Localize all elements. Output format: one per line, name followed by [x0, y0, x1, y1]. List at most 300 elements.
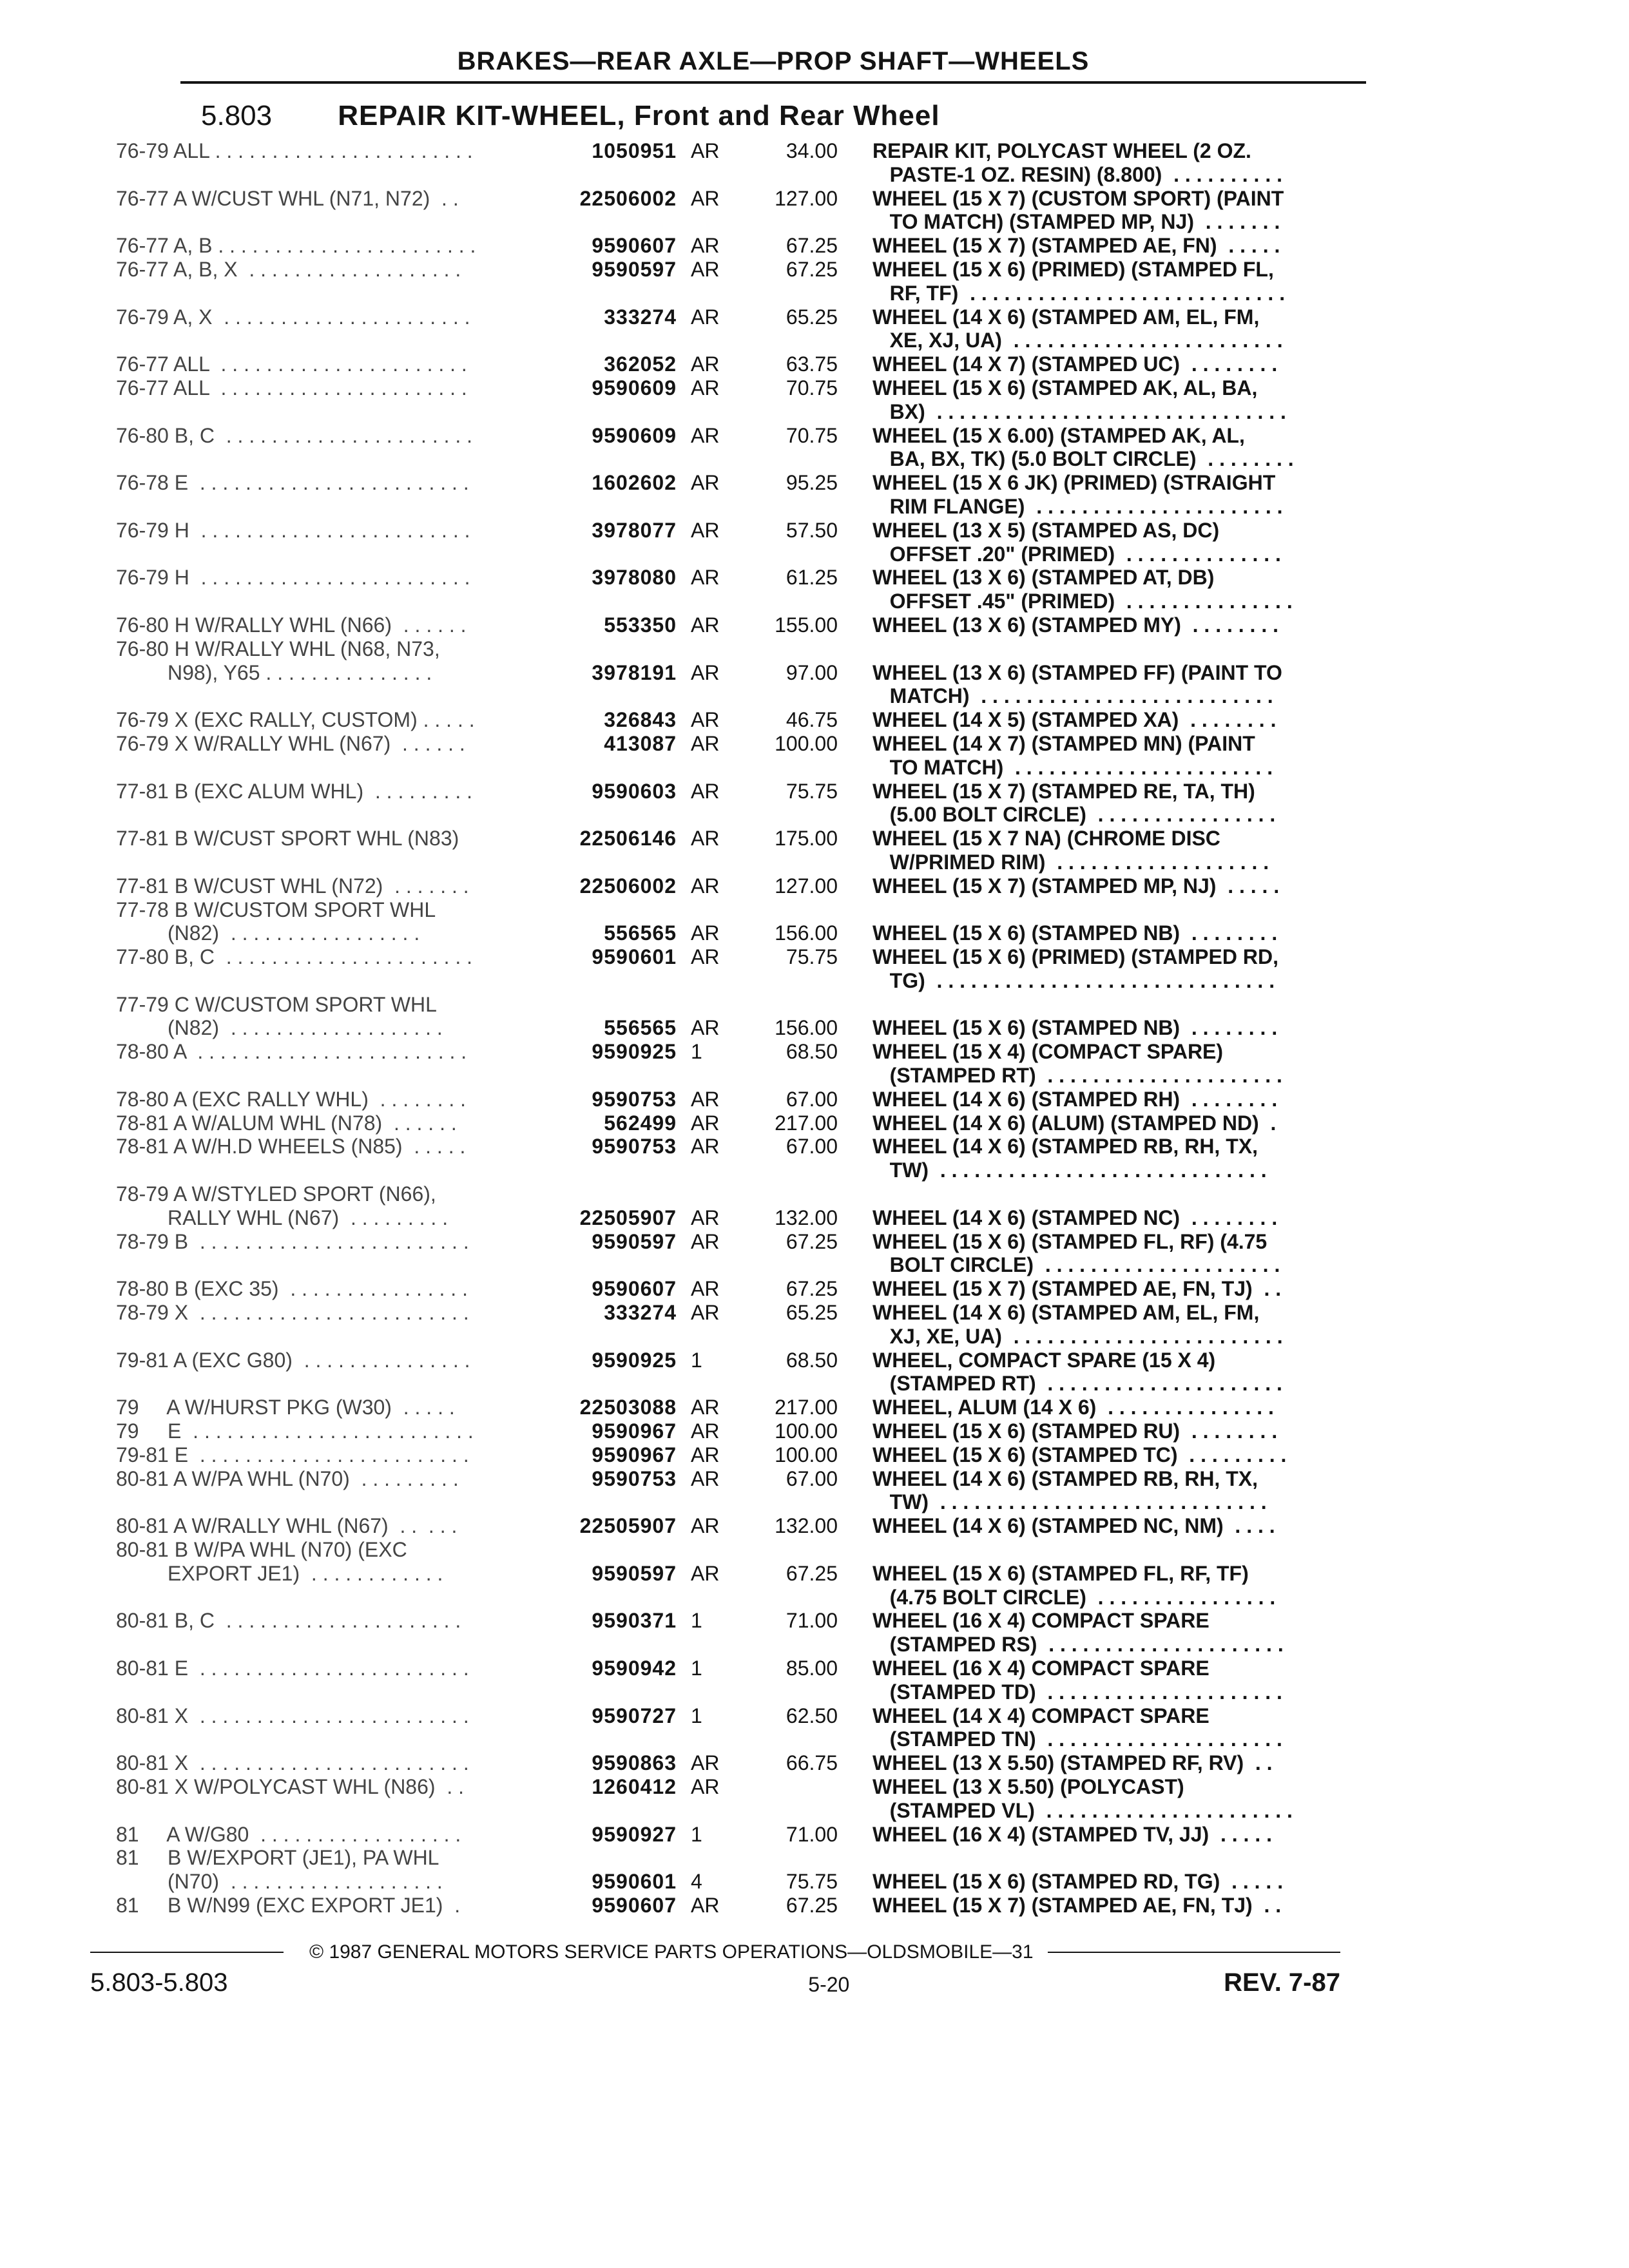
- quantity-cell: AR: [691, 1466, 720, 1490]
- price-cell: 75.75: [786, 1870, 838, 1894]
- price-cell: 46.75: [786, 708, 838, 732]
- part-number-cell: [541, 1846, 677, 1870]
- part-number-cell: 9590601: [592, 945, 677, 969]
- price-cell: [741, 1727, 838, 1751]
- description-cell: WHEEL (15 X 7 NA) (CHROME DISC: [872, 827, 1220, 850]
- quantity-cell: AR: [691, 257, 720, 281]
- table-row: [116, 1775, 1366, 1799]
- quantity-cell: [677, 447, 741, 471]
- table-row: [116, 352, 1366, 376]
- price-cell: 67.25: [786, 1277, 838, 1301]
- description-cell: WHEEL (14 X 5) (STAMPED XA) . . . . . . . .: [872, 708, 1277, 732]
- table-row: [116, 969, 1366, 993]
- part-number-cell: 3978080: [592, 566, 677, 590]
- usage-cell: 76-79 H . . . . . . . . . . . . . . . . . . . . . . . .: [116, 566, 470, 590]
- part-number-cell: [541, 1633, 677, 1657]
- quantity-cell: [677, 543, 741, 566]
- table-row: [116, 708, 1366, 732]
- quantity-cell: [677, 495, 741, 519]
- table-row: [116, 1206, 1366, 1230]
- price-cell: [741, 993, 838, 1017]
- quantity-cell: AR: [691, 234, 720, 258]
- description-cell: WHEEL (15 X 6) (STAMPED AK, AL, BA,: [872, 376, 1258, 399]
- part-number-cell: [541, 400, 677, 424]
- quantity-cell: AR: [691, 613, 720, 637]
- usage-cell: [116, 969, 541, 993]
- quantity-cell: AR: [691, 731, 720, 755]
- price-cell: [741, 400, 838, 424]
- usage-cell: 76-80 H W/RALLY WHL (N66) . . . . . .: [116, 613, 467, 637]
- table-row: [116, 1040, 1366, 1064]
- table-row: [116, 1396, 1366, 1419]
- description-cell: [838, 1538, 1358, 1562]
- usage-cell: 80-81 B, C . . . . . . . . . . . . . . . . . . . . .: [116, 1609, 461, 1633]
- price-cell: 34.00: [786, 139, 838, 162]
- description-cell: (STAMPED TN) . . . . . . . . . . . . . . . . . . . . .: [872, 1727, 1282, 1751]
- description-cell: WHEEL (15 X 7) (STAMPED AE, FN, TJ) . .: [872, 1277, 1282, 1301]
- usage-cell: [116, 756, 541, 780]
- usage-cell: [116, 210, 541, 234]
- table-row: [116, 1419, 1366, 1443]
- usage-cell: 80-81 E . . . . . . . . . . . . . . . . . . . . . . . .: [116, 1657, 469, 1680]
- table-row: [116, 1609, 1366, 1633]
- table-row: [116, 1158, 1366, 1182]
- table-row: [116, 187, 1366, 211]
- price-cell: 66.75: [786, 1751, 838, 1775]
- usage-cell: 78-81 A W/ALUM WHL (N78) . . . . . .: [116, 1111, 457, 1135]
- quantity-cell: AR: [691, 1111, 720, 1135]
- table-row: [116, 1586, 1366, 1610]
- description-cell: WHEEL (14 X 6) (STAMPED NC) . . . . . . . .: [872, 1206, 1278, 1229]
- part-number-cell: 9590863: [592, 1751, 677, 1775]
- usage-cell: 77-78 B W/CUSTOM SPORT WHL: [116, 898, 436, 921]
- table-row: [116, 1751, 1366, 1775]
- usage-cell: 78-80 B (EXC 35) . . . . . . . . . . . . . . . .: [116, 1277, 468, 1301]
- description-cell: WHEEL (15 X 6) (STAMPED RD, TG) . . . . .: [872, 1870, 1284, 1894]
- price-cell: 70.75: [786, 376, 838, 399]
- quantity-cell: AR: [691, 827, 720, 850]
- price-cell: 67.25: [786, 234, 838, 258]
- description-cell: WHEEL (15 X 6.00) (STAMPED AK, AL,: [872, 423, 1245, 447]
- price-cell: 95.25: [786, 471, 838, 495]
- table-row: [116, 566, 1366, 590]
- quantity-cell: [677, 400, 741, 424]
- table-row: [116, 495, 1366, 519]
- part-number-cell: [541, 1727, 677, 1751]
- price-cell: 75.75: [786, 779, 838, 803]
- table-row: [116, 1846, 1366, 1870]
- table-row: [116, 1704, 1366, 1728]
- price-cell: [741, 1253, 838, 1277]
- usage-cell: 81 B W/EXPORT (JE1), PA WHL: [116, 1846, 439, 1870]
- usage-cell: [116, 1799, 541, 1823]
- price-cell: [741, 329, 838, 352]
- part-number-cell: 22506146: [579, 827, 677, 850]
- quantity-cell: [677, 1538, 741, 1562]
- usage-cell: [116, 1633, 541, 1657]
- quantity-cell: [677, 969, 741, 993]
- description-cell: [838, 637, 1358, 661]
- description-cell: WHEEL (14 X 6) (ALUM) (STAMPED ND) .: [872, 1111, 1277, 1135]
- quantity-cell: [677, 1158, 741, 1182]
- usage-cell: [116, 447, 541, 471]
- footer-divider-left: [90, 1952, 284, 1953]
- quantity-cell: 1: [691, 1822, 702, 1846]
- usage-cell: EXPORT JE1) . . . . . . . . . . . .: [116, 1561, 443, 1585]
- usage-cell: 79 E . . . . . . . . . . . . . . . . . . . . . . . . .: [116, 1419, 474, 1443]
- quantity-cell: AR: [691, 139, 720, 162]
- part-number-cell: [541, 1253, 677, 1277]
- section-title: REPAIR KIT-WHEEL, Front and Rear Wheel: [338, 100, 940, 131]
- part-number-cell: 362052: [604, 352, 677, 376]
- table-row: [116, 447, 1366, 471]
- part-number-cell: 333274: [604, 1301, 677, 1325]
- usage-cell: 81 A W/G80 . . . . . . . . . . . . . . . . . .: [116, 1822, 461, 1846]
- quantity-cell: AR: [691, 1087, 720, 1111]
- usage-cell: (N82) . . . . . . . . . . . . . . . . . . .: [116, 1016, 443, 1040]
- description-cell: TO MATCH) (STAMPED MP, NJ) . . . . . . .: [872, 210, 1280, 234]
- description-cell: WHEEL (15 X 6) (STAMPED NB) . . . . . . . .: [872, 1016, 1278, 1040]
- quantity-cell: [677, 803, 741, 827]
- description-cell: (STAMPED TD) . . . . . . . . . . . . . . . . . . . . .: [872, 1680, 1282, 1704]
- part-number-cell: 22506002: [579, 874, 677, 898]
- part-number-cell: 9590607: [592, 234, 677, 258]
- part-number-cell: [541, 543, 677, 566]
- part-number-cell: [541, 590, 677, 613]
- table-row: [116, 590, 1366, 613]
- price-cell: 132.00: [775, 1206, 838, 1229]
- usage-cell: 77-81 B (EXC ALUM WHL) . . . . . . . . .: [116, 779, 473, 803]
- table-row: [116, 921, 1366, 945]
- quantity-cell: 1: [691, 1040, 702, 1064]
- table-row: [116, 519, 1366, 543]
- quantity-cell: AR: [691, 423, 720, 447]
- description-cell: RIM FLANGE) . . . . . . . . . . . . . . . . . . . . . .: [872, 494, 1283, 518]
- quantity-cell: AR: [691, 1016, 720, 1040]
- quantity-cell: AR: [691, 186, 720, 210]
- part-number-cell: [541, 163, 677, 187]
- usage-cell: [116, 1158, 541, 1182]
- table-row: [116, 424, 1366, 448]
- copyright-line: [90, 1941, 1340, 1964]
- usage-cell: [116, 803, 541, 827]
- description-cell: WHEEL (15 X 7) (STAMPED RE, TA, TH): [872, 779, 1255, 803]
- usage-cell: 81 B W/N99 (EXC EXPORT JE1) .: [116, 1893, 461, 1917]
- description-cell: PASTE-1 OZ. RESIN) (8.800) . . . . . . . . . .: [872, 162, 1282, 186]
- quantity-cell: [677, 993, 741, 1017]
- table-row: [116, 234, 1366, 258]
- price-cell: [741, 1325, 838, 1349]
- description-cell: BX) . . . . . . . . . . . . . . . . . . . . . . . . . . . . . . .: [872, 399, 1286, 423]
- part-number-cell: 9590753: [592, 1087, 677, 1111]
- price-cell: 67.00: [786, 1466, 838, 1490]
- price-cell: 70.75: [786, 423, 838, 447]
- price-cell: [741, 1182, 838, 1206]
- description-cell: OFFSET .45" (PRIMED) . . . . . . . . . . . . . . .: [872, 590, 1293, 613]
- table-row: [116, 637, 1366, 661]
- part-number-cell: 22503088: [579, 1396, 677, 1419]
- usage-cell: 76-80 H W/RALLY WHL (N68, N73,: [116, 637, 440, 660]
- usage-cell: RALLY WHL (N67) . . . . . . . . .: [116, 1206, 448, 1229]
- table-row: [116, 1301, 1366, 1325]
- quantity-cell: [677, 637, 741, 661]
- usage-cell: 78-79 X . . . . . . . . . . . . . . . . . . . . . . . .: [116, 1301, 469, 1325]
- quantity-cell: AR: [691, 921, 720, 945]
- price-cell: [741, 1633, 838, 1657]
- usage-cell: 77-80 B, C . . . . . . . . . . . . . . . . . . . . . .: [116, 945, 473, 969]
- table-row: [116, 1633, 1366, 1657]
- description-cell: TO MATCH) . . . . . . . . . . . . . . . . . . . . . . .: [872, 755, 1273, 779]
- description-cell: WHEEL (14 X 4) COMPACT SPARE: [872, 1704, 1210, 1727]
- description-cell: WHEEL (15 X 7) (STAMPED AE, FN, TJ) . .: [872, 1893, 1282, 1917]
- quantity-cell: [677, 1182, 741, 1206]
- price-cell: 57.50: [786, 518, 838, 542]
- part-number-cell: 326843: [604, 708, 677, 732]
- quantity-cell: AR: [691, 1514, 720, 1538]
- description-cell: W/PRIMED RIM) . . . . . . . . . . . . . . . . . . .: [872, 850, 1269, 874]
- part-number-cell: 9590609: [592, 423, 677, 447]
- page-number: 5-20: [808, 1973, 850, 1996]
- table-row: [116, 1325, 1366, 1349]
- section-reference: 5.803-5.803: [90, 1968, 228, 1997]
- table-row: [116, 1064, 1366, 1088]
- price-cell: 85.00: [786, 1657, 838, 1680]
- quantity-cell: AR: [691, 1229, 720, 1253]
- description-cell: OFFSET .20" (PRIMED) . . . . . . . . . . . . . .: [872, 542, 1281, 566]
- price-cell: [741, 1586, 838, 1610]
- quantity-cell: 1: [691, 1348, 702, 1372]
- price-cell: [741, 1064, 838, 1088]
- page-footer: [90, 1941, 1340, 1997]
- usage-cell: 76-78 E . . . . . . . . . . . . . . . . . . . . . . . .: [116, 471, 469, 495]
- description-cell: WHEEL (16 X 4) COMPACT SPARE: [872, 1609, 1210, 1633]
- quantity-cell: [677, 898, 741, 922]
- part-number-cell: [541, 1538, 677, 1562]
- price-cell: [741, 1799, 838, 1823]
- part-number-cell: 9590597: [592, 1561, 677, 1585]
- description-cell: WHEEL (14 X 7) (STAMPED MN) (PAINT: [872, 731, 1255, 755]
- part-number-cell: [541, 756, 677, 780]
- quantity-cell: 1: [691, 1609, 702, 1633]
- usage-cell: 79-81 E . . . . . . . . . . . . . . . . . . . . . . . .: [116, 1443, 469, 1466]
- quantity-cell: AR: [691, 566, 720, 590]
- description-cell: WHEEL (15 X 7) (CUSTOM SPORT) (PAINT: [872, 186, 1284, 210]
- description-cell: WHEEL (14 X 6) (STAMPED AM, EL, FM,: [872, 305, 1260, 329]
- usage-cell: (N70) . . . . . . . . . . . . . . . . . . .: [116, 1870, 443, 1894]
- part-number-cell: 9590607: [592, 1277, 677, 1301]
- price-cell: [741, 1372, 838, 1396]
- usage-cell: 76-77 ALL . . . . . . . . . . . . . . . . . . . . . .: [116, 352, 467, 376]
- quantity-cell: [677, 1680, 741, 1704]
- quantity-cell: [677, 1846, 741, 1870]
- usage-cell: 78-80 A (EXC RALLY WHL) . . . . . . . .: [116, 1087, 467, 1111]
- price-cell: 127.00: [775, 186, 838, 210]
- usage-cell: 78-81 A W/H.D WHEELS (N85) . . . . .: [116, 1135, 466, 1158]
- table-row: [116, 1111, 1366, 1135]
- usage-cell: N98), Y65 . . . . . . . . . . . . . . .: [116, 660, 432, 684]
- part-number-cell: 9590607: [592, 1893, 677, 1917]
- price-cell: [741, 1490, 838, 1514]
- price-cell: [741, 1538, 838, 1562]
- description-cell: [838, 1846, 1358, 1870]
- part-number-cell: 1260412: [592, 1774, 677, 1798]
- quantity-cell: AR: [691, 1396, 720, 1419]
- price-cell: 67.25: [786, 1893, 838, 1917]
- usage-cell: 77-81 B W/CUST WHL (N72) . . . . . . .: [116, 874, 469, 898]
- quantity-cell: [677, 850, 741, 874]
- description-cell: WHEEL (16 X 4) (STAMPED TV, JJ) . . . . .: [872, 1822, 1272, 1846]
- table-row: [116, 1016, 1366, 1040]
- description-cell: WHEEL (13 X 5) (STAMPED AS, DC): [872, 518, 1220, 542]
- part-number-cell: 9590727: [592, 1704, 677, 1727]
- usage-cell: 80-81 A W/PA WHL (N70) . . . . . . . . .: [116, 1466, 459, 1490]
- quantity-cell: [677, 1799, 741, 1823]
- table-row: [116, 1467, 1366, 1491]
- price-cell: 68.50: [786, 1348, 838, 1372]
- table-row: [116, 543, 1366, 566]
- price-cell: [741, 210, 838, 234]
- part-number-cell: [541, 282, 677, 305]
- table-row: [116, 210, 1366, 234]
- table-row: [116, 850, 1366, 874]
- table-row: [116, 661, 1366, 685]
- table-row: [116, 471, 1366, 495]
- quantity-cell: AR: [691, 376, 720, 399]
- part-number-cell: 9590371: [592, 1609, 677, 1633]
- part-number-cell: 556565: [604, 921, 677, 945]
- usage-cell: 76-79 A, X . . . . . . . . . . . . . . . . . . . . . .: [116, 305, 470, 329]
- part-number-cell: 1050951: [592, 139, 677, 162]
- table-row: [116, 258, 1366, 282]
- price-cell: 217.00: [775, 1111, 838, 1135]
- description-cell: WHEEL (15 X 4) (COMPACT SPARE): [872, 1040, 1224, 1064]
- part-number-cell: [541, 969, 677, 993]
- quantity-cell: [677, 1325, 741, 1349]
- usage-cell: (N82) . . . . . . . . . . . . . . . . .: [116, 921, 420, 945]
- table-row: [116, 993, 1366, 1017]
- quantity-cell: 4: [691, 1870, 702, 1894]
- quantity-cell: AR: [691, 708, 720, 732]
- description-cell: (4.75 BOLT CIRCLE) . . . . . . . . . . . . . . . .: [872, 1585, 1276, 1609]
- description-cell: WHEEL, COMPACT SPARE (15 X 4): [872, 1348, 1216, 1372]
- quantity-cell: AR: [691, 1443, 720, 1466]
- part-number-cell: 1602602: [592, 471, 677, 495]
- quantity-cell: [677, 1372, 741, 1396]
- part-number-cell: 9590753: [592, 1135, 677, 1158]
- quantity-cell: AR: [691, 518, 720, 542]
- price-cell: [741, 756, 838, 780]
- table-row: [116, 1727, 1366, 1751]
- description-cell: WHEEL (14 X 6) (STAMPED NC, NM) . . . .: [872, 1514, 1275, 1538]
- part-number-cell: [541, 1586, 677, 1610]
- description-cell: WHEEL (14 X 7) (STAMPED UC) . . . . . . . .: [872, 352, 1278, 376]
- description-cell: WHEEL (13 X 5.50) (POLYCAST): [872, 1774, 1184, 1798]
- quantity-cell: AR: [691, 471, 720, 495]
- part-number-cell: 22505907: [579, 1514, 677, 1538]
- header-divider: [180, 81, 1366, 84]
- description-cell: XE, XJ, UA) . . . . . . . . . . . . . . . . . . . . . . . .: [872, 329, 1283, 352]
- price-cell: 67.00: [786, 1135, 838, 1158]
- description-cell: (STAMPED RS) . . . . . . . . . . . . . . . . . . . . .: [872, 1633, 1284, 1657]
- part-number-cell: [541, 447, 677, 471]
- part-number-cell: 9590925: [592, 1348, 677, 1372]
- table-row: [116, 1894, 1366, 1917]
- table-row: [116, 1349, 1366, 1372]
- part-number-cell: 9590609: [592, 376, 677, 399]
- quantity-cell: AR: [691, 1277, 720, 1301]
- price-cell: 62.50: [786, 1704, 838, 1727]
- table-row: [116, 1490, 1366, 1514]
- usage-cell: 76-79 X W/RALLY WHL (N67) . . . . . .: [116, 731, 465, 755]
- part-number-cell: [541, 1182, 677, 1206]
- usage-cell: [116, 400, 541, 424]
- part-number-cell: [541, 1799, 677, 1823]
- description-cell: WHEEL (13 X 6) (STAMPED FF) (PAINT TO: [872, 660, 1282, 684]
- table-row: [116, 139, 1366, 163]
- price-cell: 156.00: [775, 1016, 838, 1040]
- table-row: [116, 329, 1366, 352]
- description-cell: WHEEL (15 X 6) (PRIMED) (STAMPED RD,: [872, 945, 1278, 969]
- table-row: [116, 1870, 1366, 1894]
- description-cell: (STAMPED RT) . . . . . . . . . . . . . . . . . . . . .: [872, 1064, 1282, 1088]
- description-cell: WHEEL (14 X 6) (STAMPED RB, RH, TX,: [872, 1466, 1258, 1490]
- usage-cell: 76-77 A, B . . . . . . . . . . . . . . . . . . . . . . .: [116, 234, 476, 258]
- part-number-cell: 9590925: [592, 1040, 677, 1064]
- price-cell: 71.00: [786, 1609, 838, 1633]
- quantity-cell: [677, 163, 741, 187]
- part-number-cell: [541, 1680, 677, 1704]
- quantity-cell: [677, 210, 741, 234]
- footer-divider-right: [1048, 1952, 1340, 1953]
- description-cell: TG) . . . . . . . . . . . . . . . . . . . . . . . . . . . . . .: [872, 968, 1275, 992]
- quantity-cell: [677, 329, 741, 352]
- parts-table: [116, 139, 1366, 1917]
- table-row: [116, 1277, 1366, 1301]
- part-number-cell: 9590597: [592, 1229, 677, 1253]
- price-cell: 67.00: [786, 1087, 838, 1111]
- table-row: [116, 400, 1366, 424]
- price-cell: 132.00: [775, 1514, 838, 1538]
- usage-cell: [116, 543, 541, 566]
- price-cell: [741, 543, 838, 566]
- table-row: [116, 803, 1366, 827]
- section-heading: [201, 98, 940, 134]
- part-number-cell: [541, 495, 677, 519]
- table-row: [116, 1253, 1366, 1277]
- description-cell: WHEEL (13 X 5.50) (STAMPED RF, RV) . .: [872, 1751, 1273, 1775]
- price-cell: [741, 1158, 838, 1182]
- price-cell: [741, 1775, 838, 1799]
- price-cell: 61.25: [786, 566, 838, 590]
- price-cell: 156.00: [775, 921, 838, 945]
- part-number-cell: 9590967: [592, 1443, 677, 1466]
- usage-cell: [116, 329, 541, 352]
- description-cell: WHEEL (15 X 6) (STAMPED FL, RF) (4.75: [872, 1229, 1268, 1253]
- part-number-cell: 3978191: [592, 660, 677, 684]
- table-row: [116, 898, 1366, 922]
- price-cell: [741, 1846, 838, 1870]
- part-number-cell: 9590927: [592, 1822, 677, 1846]
- price-cell: [741, 495, 838, 519]
- part-number-cell: [541, 210, 677, 234]
- usage-cell: 77-79 C W/CUSTOM SPORT WHL: [116, 992, 437, 1016]
- usage-cell: 78-80 A . . . . . . . . . . . . . . . . . . . . . . . .: [116, 1040, 467, 1064]
- part-number-cell: 333274: [604, 305, 677, 329]
- part-number-cell: 562499: [604, 1111, 677, 1135]
- quantity-cell: AR: [691, 1561, 720, 1585]
- part-number-cell: 9590597: [592, 257, 677, 281]
- table-row: [116, 1135, 1366, 1158]
